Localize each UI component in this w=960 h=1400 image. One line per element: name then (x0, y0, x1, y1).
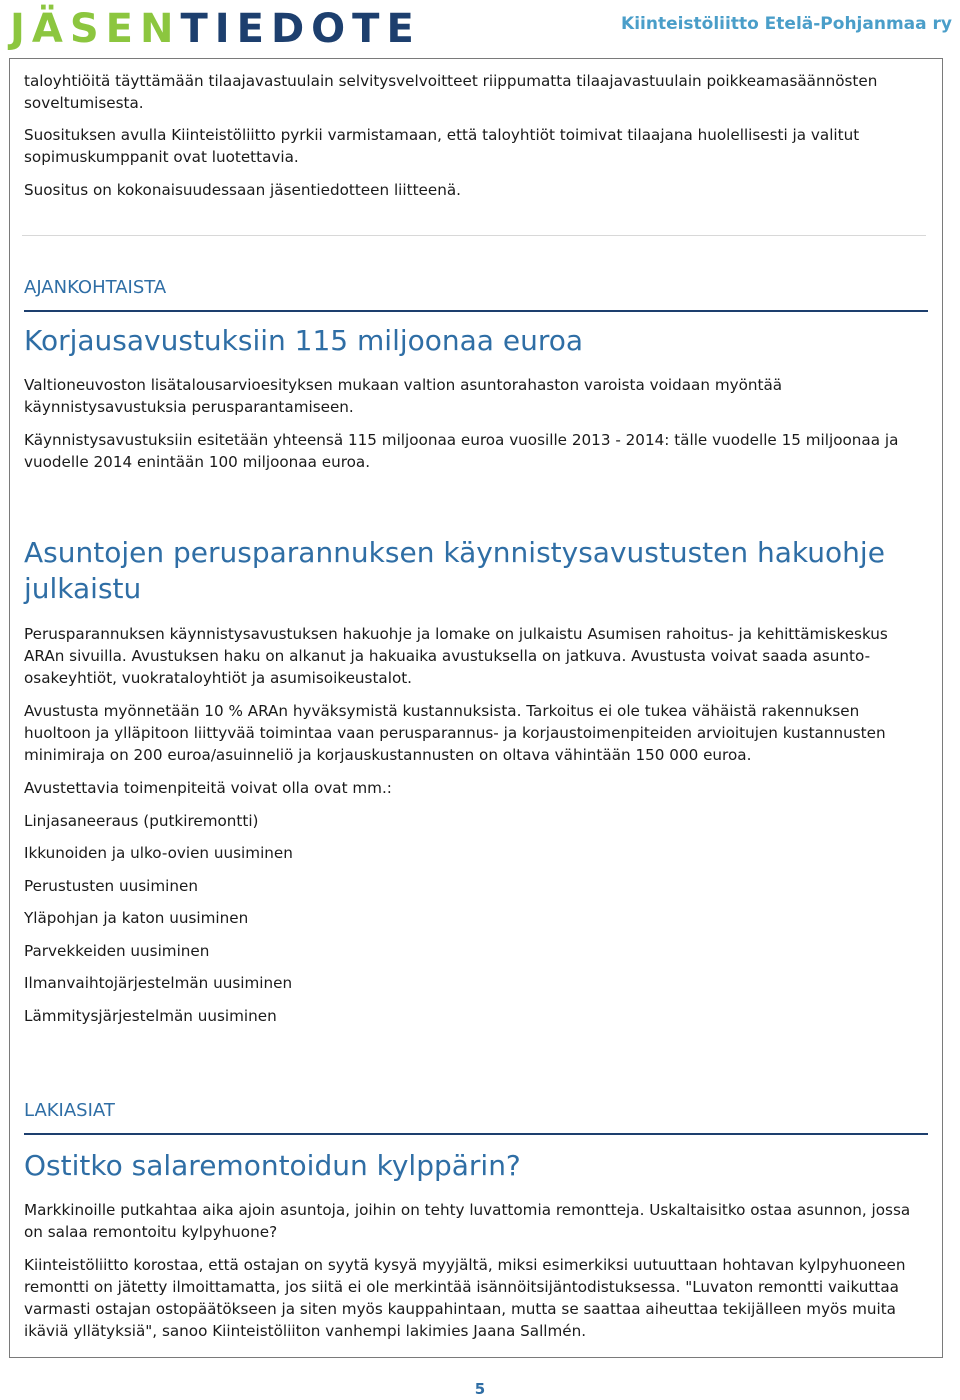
section-separator (22, 235, 926, 236)
logo-part-tiedote: TIEDOTE (180, 6, 421, 52)
list-item: Linjasaneeraus (putkiremontti) (24, 811, 259, 830)
list-intro: Avustettavia toimenpiteitä voivat olla ovat mm.: (24, 779, 392, 797)
page-header (0, 0, 960, 58)
intro-paragraph-3: Suositus on kokonaisuudessaan jäsentiedotteen liitteenä. (24, 181, 461, 199)
section-rule (24, 1133, 928, 1135)
section-label-lakiasiat: LAKIASIAT (24, 1099, 115, 1121)
article-paragraph: Kiinteistöliitto korostaa, että ostajan on syytä kysyä myyjältä, miksi esimerkiksi uutuuttaan hohtavan kylpyhuoneen remontti on jätetty ilmoittamatta, jos siitä ei ole merkintää isännöitsijäntodistuksessa. "Luvaton remontti vaikuttaa varmasti ostajan ostopäätökseen ja siten myös kauppahintaan, mutta se saattaa aiheuttaa tekijälleen myös muita ikäviä yllätyksiä", sanoo Kiinteistöliiton vanhempi lakimies Jaana Sallmén. (24, 1255, 906, 1340)
article-paragraph: Perusparannuksen käynnistysavustuksen hakuohje ja lomake on julkaistu Asumisen rahoitus- ja kehittämiskeskus ARAn sivuilla. Avustuksen haku on alkanut ja hakuaika avustuksella on jatkuva. Avustusta voivat saada asunto-osakeyhtiöt, vuokrataloyhtiöt ja asumisoikeustalot. (24, 625, 888, 687)
section-rule (24, 310, 928, 312)
article-paragraph: Käynnistysavustuksiin esitetään yhteensä 115 miljoonaa euroa vuosille 2013 - 2014: tälle vuodelle 15 miljoonaa ja vuodelle 2014 enintään 100 miljoonaa euroa. (24, 431, 899, 471)
list-item: Ikkunoiden ja ulko-ovien uusiminen (24, 844, 293, 862)
list-item: Yläpohjan ja katon uusiminen (24, 909, 249, 927)
article-title-hakuohje: Asuntojen perusparannuksen käynnistysavustusten hakuohje julkaistu (24, 536, 885, 605)
article-title-kylpparin: Ostitko salaremontoidun kylppärin? (24, 1148, 521, 1182)
page-content (24, 70, 928, 1342)
article-paragraph: Avustusta myönnetään 10 % ARAn hyväksymistä kustannuksista. Tarkoitus ei ole tukea vähäistä rakennuksen huoltoon ja ylläpitoon liittyvää toimintaa vaan perusparannus- ja korjaustoimenpiteiden arvioitujen kustannusten minimiraja on 200 euroa/asuinneliö ja korjauskustannusten on oltava vähintään 150 000 euroa. (24, 702, 886, 764)
list-item: Perustusten uusiminen (24, 876, 198, 895)
list-item: Lämmitysjärjestelmän uusiminen (24, 1006, 277, 1025)
intro-paragraph-1: taloyhtiöitä täyttämään tilaajavastuulain selvitysvelvoitteet riippumatta tilaajavastuulain poikkeamasäännösten soveltumisesta. (24, 72, 878, 112)
measures-list (24, 810, 928, 1027)
list-item: Ilmanvaihtojärjestelmän uusiminen (24, 974, 293, 992)
list-item: Parvekkeiden uusiminen (24, 941, 210, 960)
page-number: 5 (474, 1380, 486, 1398)
section-label-ajankohtaista: AJANKOHTAISTA (24, 277, 167, 298)
intro-paragraph-2: Suosituksen avulla Kiinteistöliitto pyrkii varmistamaan, että taloyhtiöt toimivat tilaajana huolellisesti ja valitut sopimuskumppanit ovat luotettavia. (24, 126, 860, 166)
logo-part-jasen: JÄSEN (10, 6, 181, 52)
article-title-korjausavustukset: Korjausavustuksiin 115 miljoonaa euroa (24, 324, 584, 357)
jasentiedote-logo (10, 6, 421, 52)
article-paragraph: Markkinoille putkahtaa aika ajoin asuntoja, joihin on tehty luvattomia remontteja. Uskaltaisitko ostaa asunnon, jossa on salaa remontoitu kylpyhuone? (24, 1200, 911, 1241)
article-paragraph: Valtioneuvoston lisätalousarvioesityksen mukaan valtion asuntorahaston varoista voidaan myöntää käynnistysavustuksia perusparantamiseen. (24, 376, 783, 416)
organization-name: Kiinteistöliitto Etelä-Pohjanmaa ry (621, 14, 952, 34)
